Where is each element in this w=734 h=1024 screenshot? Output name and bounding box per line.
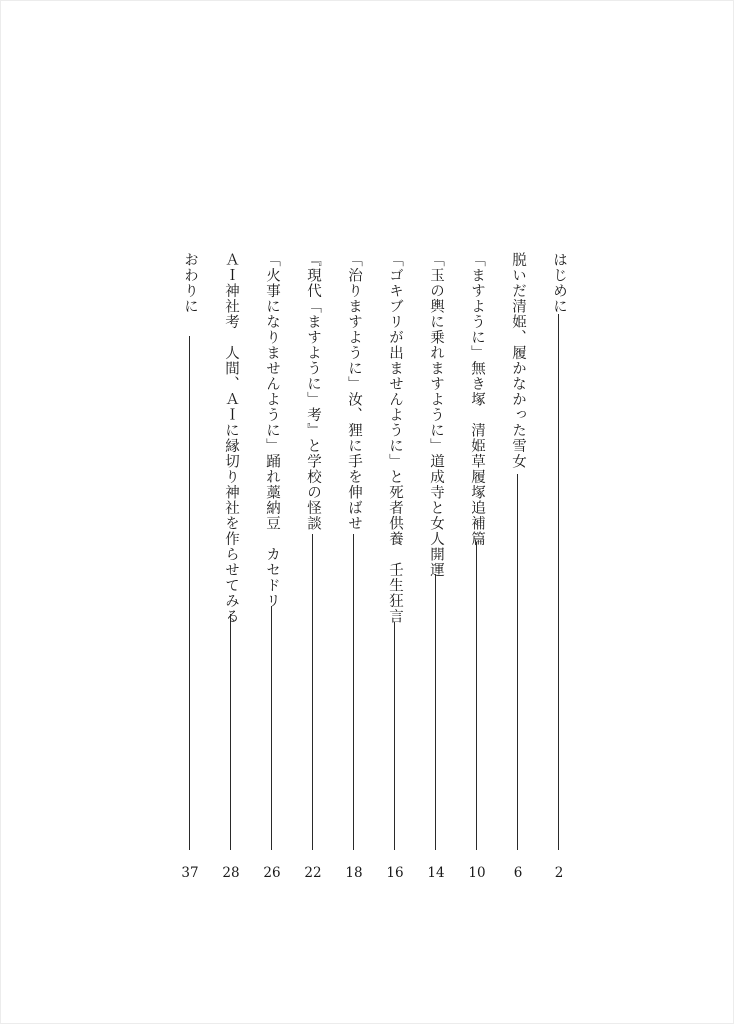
- toc-page-number: 28: [222, 865, 240, 881]
- toc-page-number: 2: [554, 865, 564, 881]
- toc-entry-title: ＡＩ神社考 人間、ＡＩに縁切り神社を作らせてみる: [223, 252, 239, 624]
- toc-page-number: 14: [427, 865, 445, 881]
- toc-page-number: 37: [181, 865, 199, 881]
- toc-entry-7[interactable]: [302, 252, 324, 882]
- toc-entry-3[interactable]: [466, 252, 488, 882]
- toc-page-number: 22: [304, 865, 322, 881]
- toc-entry-2[interactable]: [507, 252, 529, 882]
- toc-page-number: 10: [468, 865, 486, 881]
- toc-entry-4[interactable]: [425, 252, 447, 882]
- toc-page-number: 6: [513, 865, 523, 881]
- toc-entry-8[interactable]: [261, 252, 283, 882]
- toc-entry-title: 「ゴキブリが出ませんように」と死者供養 壬生狂言: [387, 252, 403, 624]
- toc-entry-title: 脱いだ清姫、履かなかった雪女: [510, 252, 526, 469]
- toc-leader-line: [435, 574, 436, 850]
- toc-page-number: 26: [263, 865, 281, 881]
- toc-entry-title: 「治りますように」汝、狸に手を伸ばせ: [346, 252, 362, 531]
- toc-entry-title: 「火事になりませんように」踊れ藁納豆 カセドリ: [264, 252, 280, 609]
- toc-entry-1[interactable]: [548, 252, 570, 882]
- toc-leader-line: [476, 542, 477, 850]
- toc-page-number: 16: [386, 865, 404, 881]
- toc-entry-title: 「玉の輿に乗れますように」道成寺と女人開運: [428, 252, 444, 578]
- toc-leader-line: [517, 474, 518, 850]
- toc-entry-9[interactable]: [220, 252, 242, 882]
- toc-page-number: 18: [345, 865, 363, 881]
- toc-entry-5[interactable]: [384, 252, 406, 882]
- toc-entry-6[interactable]: [343, 252, 365, 882]
- toc-entry-10[interactable]: [179, 252, 201, 882]
- toc-leader-line: [230, 614, 231, 850]
- toc-leader-line: [312, 534, 313, 850]
- toc-entry-title: おわりに: [182, 252, 198, 314]
- toc-entry-title: 『現代「ますように」考』と学校の怪談: [305, 252, 321, 531]
- toc-leader-line: [394, 622, 395, 850]
- toc-entry-title: 「ますように」無き塚 清姫草履塚追補篇: [469, 252, 485, 547]
- toc-leader-line: [353, 534, 354, 850]
- toc-leader-line: [558, 314, 559, 850]
- toc-entry-title: はじめに: [551, 252, 567, 314]
- toc-leader-line: [271, 606, 272, 850]
- toc-leader-line: [189, 336, 190, 850]
